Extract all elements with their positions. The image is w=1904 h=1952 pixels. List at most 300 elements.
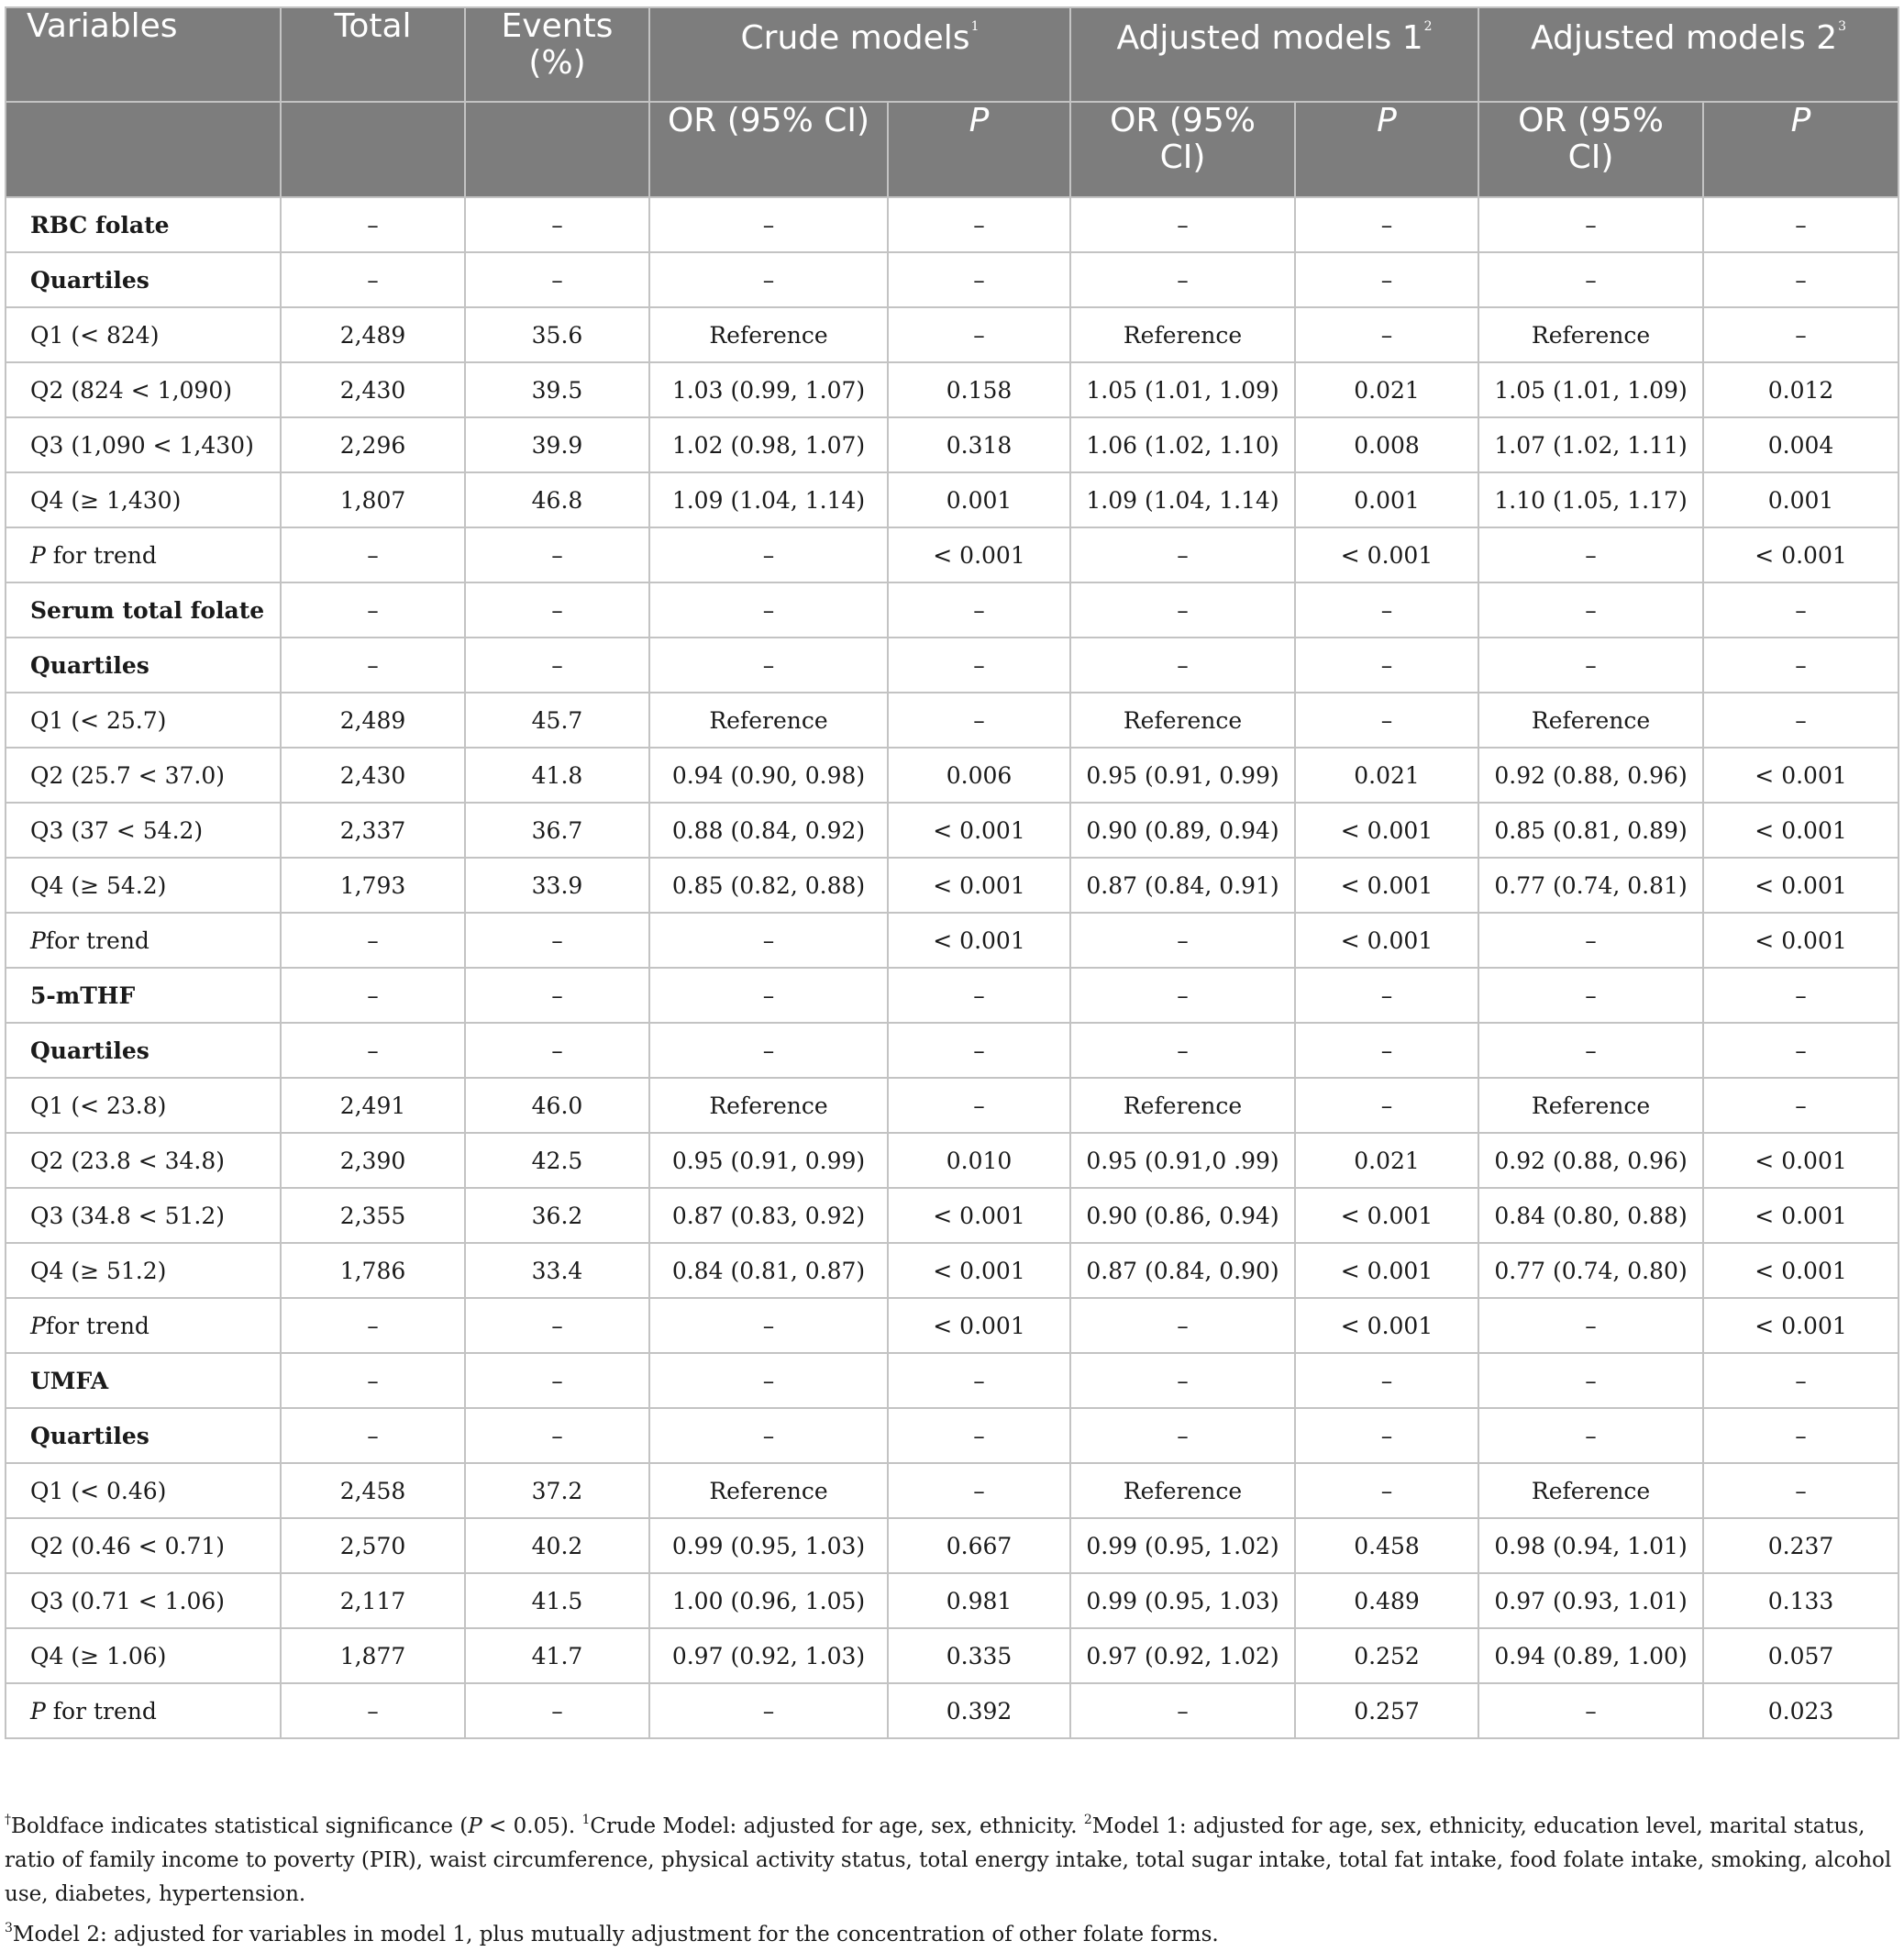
row-label: Q3 (0.71 < 1.06) [6,1573,281,1628]
cell-adj1-or: – [1070,968,1295,1023]
cell-adj2-or: Reference [1478,307,1703,362]
cell-adj2-p: – [1703,582,1898,638]
header-crude-footnote-mark: 1 [970,19,980,34]
cell-events: 45.7 [465,693,649,748]
row-label-rest: for trend [45,926,149,954]
row-label: Q1 (< 23.8) [6,1078,281,1133]
cell-crude-or: 0.88 (0.84, 0.92) [649,803,888,858]
row-label: Quartiles [6,1408,281,1463]
cell-adj1-p: 0.021 [1295,1133,1478,1188]
cell-total: 1,793 [281,858,465,913]
row-label [6,913,281,968]
cell-adj1-p: < 0.001 [1295,527,1478,582]
cell-total: 2,489 [281,693,465,748]
cell-adj2-or: Reference [1478,1078,1703,1133]
cell-adj1-or: – [1070,582,1295,638]
cell-adj2-p: 0.012 [1703,362,1898,417]
cell-crude-p: < 0.001 [888,1188,1070,1243]
footnote-model-2: Model 2: adjusted for variables in model 1, plus mutually adjustment for the concentration of other folate forms. [12,1923,1219,1946]
cell-events: 36.7 [465,803,649,858]
cell-crude-or: Reference [649,1463,888,1518]
header-adj1-footnote-mark: 2 [1423,19,1433,34]
cell-adj1-p: – [1295,307,1478,362]
cell-crude-or: 1.02 (0.98, 1.07) [649,417,888,472]
cell-crude-p: < 0.001 [888,858,1070,913]
header-events [465,7,649,102]
cell-adj1-or: 0.87 (0.84, 0.90) [1070,1243,1295,1298]
cell-events: 42.5 [465,1133,649,1188]
footnote-model-1: Model 1: adjusted for age, sex, ethnicity, education level, marital status, ratio of family income to poverty (PIR), waist circumference, physical activity status, total energy intake, total sugar intake, total fat intake, food folate intake, smoking, alcohol use, diabetes, hypertension. [5,1814,1892,1906]
cell-total: – [281,1353,465,1408]
header-adjusted-models-2 [1478,7,1898,102]
cell-crude-or: – [649,252,888,307]
row-label: Quartiles [6,638,281,693]
cell-crude-or: – [649,1683,888,1738]
cell-adj1-or: – [1070,1683,1295,1738]
footnote-part1: Boldface indicates statistical significance ( [11,1814,469,1838]
table-row [6,197,1898,252]
cell-crude-or: – [649,1298,888,1353]
cell-adj1-p: < 0.001 [1295,803,1478,858]
cell-adj1-p: – [1295,968,1478,1023]
cell-adj1-p: 0.257 [1295,1683,1478,1738]
cell-crude-or: 1.09 (1.04, 1.14) [649,472,888,527]
cell-crude-p: 0.010 [888,1133,1070,1188]
cell-adj2-p: – [1703,197,1898,252]
cell-crude-p: 0.006 [888,748,1070,803]
row-label: Q2 (0.46 < 0.71) [6,1518,281,1573]
row-label-rest: for trend [45,1312,149,1339]
cell-adj2-or: 0.94 (0.89, 1.00) [1478,1628,1703,1683]
cell-adj1-or: – [1070,197,1295,252]
cell-adj1-p: 0.458 [1295,1518,1478,1573]
row-label: UMFA [6,1353,281,1408]
cell-adj2-or: – [1478,582,1703,638]
header-crude-p [888,102,1070,197]
cell-adj2-or: – [1478,913,1703,968]
cell-adj1-p: 0.489 [1295,1573,1478,1628]
cell-adj1-or: 1.09 (1.04, 1.14) [1070,472,1295,527]
row-label: Q2 (23.8 < 34.8) [6,1133,281,1188]
header-adj2-or-ci-text: OR (95% CI) [1518,102,1664,176]
table-row [6,472,1898,527]
cell-total: – [281,252,465,307]
cell-adj1-or: – [1070,1298,1295,1353]
cell-crude-or: – [649,582,888,638]
cell-adj1-or: 0.87 (0.84, 0.91) [1070,858,1295,913]
cell-crude-or: – [649,527,888,582]
cell-adj2-or: 0.98 (0.94, 1.01) [1478,1518,1703,1573]
cell-total: 2,337 [281,803,465,858]
table-row [6,693,1898,748]
cell-crude-or: 1.00 (0.96, 1.05) [649,1573,888,1628]
cell-crude-p: – [888,582,1070,638]
cell-total: – [281,1023,465,1078]
header-blank-variables [6,102,281,197]
cell-adj1-or: – [1070,527,1295,582]
cell-total: – [281,913,465,968]
cell-adj1-or: 0.99 (0.95, 1.02) [1070,1518,1295,1573]
cell-adj2-p: < 0.001 [1703,913,1898,968]
cell-events: – [465,1353,649,1408]
cell-events: 46.0 [465,1078,649,1133]
cell-total: 2,296 [281,417,465,472]
cell-events: – [465,527,649,582]
cell-adj1-or: – [1070,913,1295,968]
table-row [6,1023,1898,1078]
table-row [6,307,1898,362]
cell-events: – [465,1683,649,1738]
cell-total: 2,570 [281,1518,465,1573]
cell-adj2-or: 1.05 (1.01, 1.09) [1478,362,1703,417]
cell-adj1-p: – [1295,582,1478,638]
cell-events: – [465,582,649,638]
cell-adj2-p: 0.023 [1703,1683,1898,1738]
cell-adj1-or: – [1070,252,1295,307]
header-adj1-or-ci [1070,102,1295,197]
cell-crude-or: – [649,638,888,693]
row-label-italic: P [30,1697,46,1725]
footnote-mark-2: 2 [1083,1813,1092,1827]
cell-total: 2,458 [281,1463,465,1518]
cell-adj2-p: – [1703,1408,1898,1463]
header-row-2 [6,102,1898,197]
cell-adj1-p: – [1295,197,1478,252]
row-label: Q2 (824 < 1,090) [6,362,281,417]
footnote-mark-3: 3 [5,1921,13,1935]
header-adj1-or-ci-text: OR (95% CI) [1110,102,1256,176]
cell-total: – [281,638,465,693]
cell-adj1-or: Reference [1070,1463,1295,1518]
cell-adj2-or: – [1478,1408,1703,1463]
cell-crude-p: < 0.001 [888,1243,1070,1298]
cell-adj2-p: – [1703,1023,1898,1078]
cell-events: 35.6 [465,307,649,362]
table-row [6,913,1898,968]
cell-adj1-p: 0.021 [1295,362,1478,417]
cell-adj1-or: Reference [1070,307,1295,362]
cell-adj1-or: 0.97 (0.92, 1.02) [1070,1628,1295,1683]
cell-crude-p: – [888,638,1070,693]
cell-events: 39.9 [465,417,649,472]
row-label [6,1683,281,1738]
cell-crude-p: – [888,693,1070,748]
cell-adj1-p: – [1295,1023,1478,1078]
cell-crude-p: – [888,968,1070,1023]
header-adj1-p-text: P [1377,102,1397,139]
cell-crude-or: 0.99 (0.95, 1.03) [649,1518,888,1573]
cell-adj1-or: 0.90 (0.86, 0.94) [1070,1188,1295,1243]
cell-adj1-or: – [1070,1023,1295,1078]
cell-crude-p: 0.667 [888,1518,1070,1573]
cell-crude-p: 0.335 [888,1628,1070,1683]
header-crude-or-ci: OR (95% CI) [649,102,888,197]
table-row [6,1243,1898,1298]
row-label: Q2 (25.7 < 37.0) [6,748,281,803]
results-table-container [5,6,1898,1739]
cell-adj2-p: 0.001 [1703,472,1898,527]
row-label: Serum total folate [6,582,281,638]
row-label-italic: P [30,541,46,569]
cell-adj1-or: – [1070,1408,1295,1463]
cell-total: 2,491 [281,1078,465,1133]
cell-crude-or: 0.94 (0.90, 0.98) [649,748,888,803]
cell-adj2-p: < 0.001 [1703,858,1898,913]
header-adjusted-models-1 [1070,7,1478,102]
cell-adj2-p: 0.004 [1703,417,1898,472]
footnote-crude-model: Crude Model: adjusted for age, sex, ethnicity. [590,1814,1084,1838]
row-label: Q3 (34.8 < 51.2) [6,1188,281,1243]
cell-crude-p: 0.001 [888,472,1070,527]
cell-adj2-p: < 0.001 [1703,803,1898,858]
cell-adj2-p: – [1703,968,1898,1023]
cell-adj2-or: – [1478,1353,1703,1408]
cell-total: – [281,582,465,638]
cell-total: – [281,1683,465,1738]
footnote-p-italic: P [468,1814,482,1838]
cell-adj1-or: 0.99 (0.95, 1.03) [1070,1573,1295,1628]
cell-adj1-or: 1.06 (1.02, 1.10) [1070,417,1295,472]
cell-crude-p: – [888,1463,1070,1518]
row-label-italic: P [30,926,46,954]
cell-crude-p: – [888,1408,1070,1463]
cell-adj2-or: – [1478,638,1703,693]
cell-crude-p: < 0.001 [888,527,1070,582]
cell-adj1-or: Reference [1070,693,1295,748]
cell-crude-p: – [888,252,1070,307]
row-label: Q1 (< 0.46) [6,1463,281,1518]
cell-adj1-p: < 0.001 [1295,858,1478,913]
cell-total: 1,877 [281,1628,465,1683]
cell-adj1-or: 0.95 (0.91,0 .99) [1070,1133,1295,1188]
cell-events: 37.2 [465,1463,649,1518]
cell-adj1-or: – [1070,638,1295,693]
cell-total: – [281,968,465,1023]
footnote-mark-1: 1 [581,1813,591,1827]
row-label: 5-mTHF [6,968,281,1023]
row-label: Q4 (≥ 1,430) [6,472,281,527]
cell-events: 40.2 [465,1518,649,1573]
table-footnote [5,1803,1899,1952]
results-table [5,6,1899,1739]
cell-adj1-p: 0.252 [1295,1628,1478,1683]
cell-events: – [465,1023,649,1078]
cell-adj2-or: – [1478,527,1703,582]
cell-adj2-or: – [1478,1683,1703,1738]
header-crude-p-text: P [969,102,990,139]
row-label: RBC folate [6,197,281,252]
cell-events: 46.8 [465,472,649,527]
table-row [6,1408,1898,1463]
cell-events: – [465,968,649,1023]
cell-adj1-p: < 0.001 [1295,1188,1478,1243]
cell-adj2-or: 1.10 (1.05, 1.17) [1478,472,1703,527]
header-crude-models [649,7,1070,102]
cell-adj2-or: 0.77 (0.74, 0.81) [1478,858,1703,913]
table-row [6,1353,1898,1408]
cell-crude-p: < 0.001 [888,803,1070,858]
cell-adj2-p: – [1703,1078,1898,1133]
cell-total: 2,430 [281,748,465,803]
cell-crude-or: – [649,913,888,968]
header-adj2-footnote-mark: 3 [1838,19,1847,34]
cell-adj1-or: 0.95 (0.91, 0.99) [1070,748,1295,803]
cell-adj1-p: – [1295,1463,1478,1518]
cell-adj1-p: – [1295,638,1478,693]
cell-adj2-or: 0.92 (0.88, 0.96) [1478,748,1703,803]
cell-adj2-or: – [1478,252,1703,307]
cell-total: 2,430 [281,362,465,417]
table-row [6,1298,1898,1353]
cell-adj1-p: < 0.001 [1295,1298,1478,1353]
row-label-rest: for trend [45,1697,157,1725]
cell-adj2-p: 0.057 [1703,1628,1898,1683]
cell-adj2-or: 0.77 (0.74, 0.80) [1478,1243,1703,1298]
header-adj2-or-ci [1478,102,1703,197]
table-row [6,748,1898,803]
cell-adj1-or: – [1070,1353,1295,1408]
cell-adj2-p: – [1703,693,1898,748]
cell-crude-p: 0.981 [888,1573,1070,1628]
table-row [6,638,1898,693]
cell-crude-or: – [649,1353,888,1408]
cell-total: – [281,197,465,252]
footnote-dagger: † [5,1813,11,1827]
header-variables: Variables [6,7,281,102]
row-label [6,527,281,582]
row-label: Q1 (< 824) [6,307,281,362]
cell-crude-or: 0.95 (0.91, 0.99) [649,1133,888,1188]
header-adj2-p [1703,102,1898,197]
table-row [6,803,1898,858]
cell-events: 41.8 [465,748,649,803]
cell-crude-or: Reference [649,693,888,748]
cell-crude-p: – [888,1023,1070,1078]
cell-adj2-p: 0.237 [1703,1518,1898,1573]
cell-total: 2,390 [281,1133,465,1188]
cell-adj1-p: – [1295,1078,1478,1133]
cell-crude-p: 0.392 [888,1683,1070,1738]
cell-events: – [465,638,649,693]
cell-crude-p: – [888,197,1070,252]
table-row [6,858,1898,913]
cell-events: 33.4 [465,1243,649,1298]
cell-total: 2,355 [281,1188,465,1243]
table-row [6,582,1898,638]
cell-adj2-p: < 0.001 [1703,748,1898,803]
cell-total: 2,489 [281,307,465,362]
cell-adj2-p: < 0.001 [1703,1243,1898,1298]
header-adj2-text: Adjusted models 2 [1530,19,1838,57]
cell-adj2-p: < 0.001 [1703,527,1898,582]
row-label: Q3 (1,090 < 1,430) [6,417,281,472]
table-row [6,968,1898,1023]
table-row [6,1683,1898,1738]
cell-adj1-or: 0.90 (0.89, 0.94) [1070,803,1295,858]
cell-events: – [465,1298,649,1353]
cell-adj2-or: 0.85 (0.81, 0.89) [1478,803,1703,858]
cell-adj2-p: < 0.001 [1703,1188,1898,1243]
table-row [6,362,1898,417]
cell-events: – [465,197,649,252]
cell-adj1-p: < 0.001 [1295,913,1478,968]
row-label: Quartiles [6,1023,281,1078]
table-row [6,1518,1898,1573]
cell-total: 2,117 [281,1573,465,1628]
cell-crude-p: < 0.001 [888,1298,1070,1353]
cell-adj2-or: Reference [1478,1463,1703,1518]
cell-adj1-p: 0.021 [1295,748,1478,803]
table-row [6,417,1898,472]
cell-adj2-or: – [1478,968,1703,1023]
cell-adj1-p: 0.001 [1295,472,1478,527]
cell-total: 1,786 [281,1243,465,1298]
header-crude-text: Crude models [740,19,970,57]
header-row-1 [6,7,1898,102]
cell-crude-p: – [888,1078,1070,1133]
header-blank-total [281,102,465,197]
cell-adj1-p: – [1295,252,1478,307]
cell-events: 41.5 [465,1573,649,1628]
cell-adj2-or: – [1478,197,1703,252]
cell-total: – [281,1298,465,1353]
table-row [6,1188,1898,1243]
cell-crude-p: – [888,307,1070,362]
cell-adj2-p: – [1703,252,1898,307]
cell-adj2-or: – [1478,1023,1703,1078]
cell-adj1-or: 1.05 (1.01, 1.09) [1070,362,1295,417]
cell-total: – [281,1408,465,1463]
cell-adj1-p: – [1295,1408,1478,1463]
cell-adj1-p: < 0.001 [1295,1243,1478,1298]
table-row [6,1133,1898,1188]
cell-adj2-p: 0.133 [1703,1573,1898,1628]
cell-events: 41.7 [465,1628,649,1683]
header-adj1-p [1295,102,1478,197]
cell-adj2-or: 0.97 (0.93, 1.01) [1478,1573,1703,1628]
header-blank-events [465,102,649,197]
cell-crude-or: – [649,1408,888,1463]
cell-total: 1,807 [281,472,465,527]
cell-crude-or: 1.03 (0.99, 1.07) [649,362,888,417]
cell-crude-or: Reference [649,1078,888,1133]
cell-adj1-or: Reference [1070,1078,1295,1133]
cell-adj2-or: Reference [1478,693,1703,748]
table-row [6,527,1898,582]
cell-crude-p: – [888,1353,1070,1408]
cell-crude-p: 0.318 [888,417,1070,472]
cell-crude-or: – [649,1023,888,1078]
cell-crude-or: – [649,197,888,252]
cell-adj1-p: – [1295,1353,1478,1408]
cell-crude-p: 0.158 [888,362,1070,417]
cell-crude-or: 0.97 (0.92, 1.03) [649,1628,888,1683]
table-row [6,252,1898,307]
row-label: Q1 (< 25.7) [6,693,281,748]
cell-events: 39.5 [465,362,649,417]
cell-events: – [465,252,649,307]
row-label: Q4 (≥ 51.2) [6,1243,281,1298]
cell-crude-or: Reference [649,307,888,362]
cell-adj2-p: < 0.001 [1703,1298,1898,1353]
cell-adj2-p: < 0.001 [1703,1133,1898,1188]
cell-events: – [465,913,649,968]
table-row [6,1628,1898,1683]
cell-crude-or: 0.85 (0.82, 0.88) [649,858,888,913]
header-events-text: Events (%) [501,7,614,82]
row-label: Q3 (37 < 54.2) [6,803,281,858]
row-label-italic: P [30,1312,46,1339]
